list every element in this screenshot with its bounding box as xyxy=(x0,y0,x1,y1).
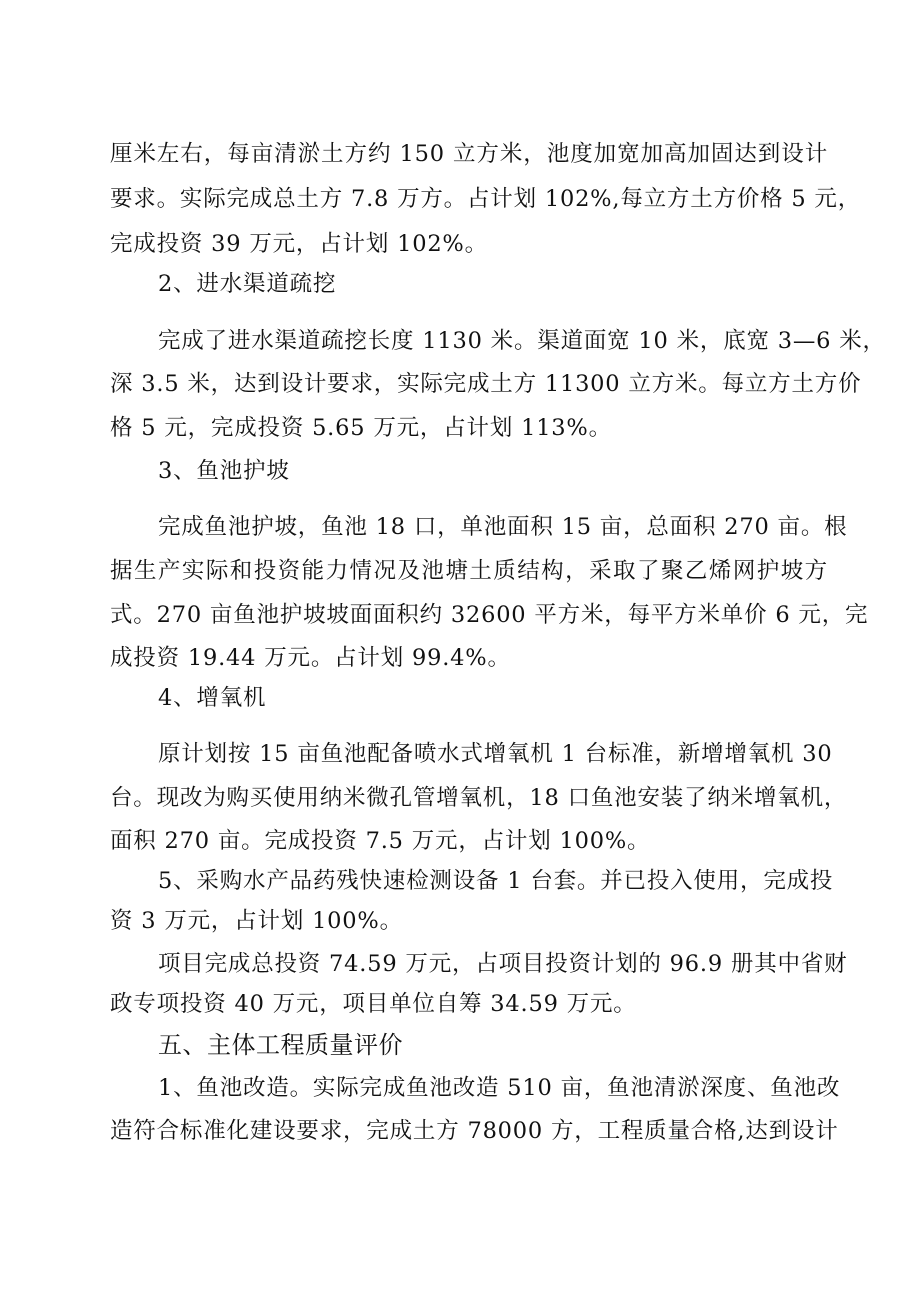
text-line-14: 原计划按 15 亩鱼池配备喷水式增氧机 1 台标准，新增增氧机 30 xyxy=(158,741,833,767)
text-line-16: 面积 270 亩。完成投资 7.5 万元，占计划 100%。 xyxy=(110,828,651,854)
text-line-5: 完成了进水渠道疏挖长度 1130 米。渠道面宽 10 米，底宽 3—6 米， xyxy=(158,328,886,354)
text-line-18: 资 3 万元，占计划 100%。 xyxy=(110,908,403,934)
text-line-17: 5、采购水产品药残快速检测设备 1 台套。并已投入使用，完成投 xyxy=(158,868,834,894)
text-line-15: 台。现改为购买使用纳米微孔管增氧机，18 口鱼池安装了纳米增氧机， xyxy=(110,785,848,811)
text-line-2: 要求。实际完成总土方 7.8 万方。占计划 102%,每立方土方价格 5 元， xyxy=(110,186,862,212)
section-heading-3: 3、鱼池护坡 xyxy=(158,458,290,484)
text-line-12: 成投资 19.44 万元。占计划 99.4%。 xyxy=(110,645,511,671)
text-line-23: 造符合标准化建设要求，完成土方 78000 方，工程质量合格,达到设计 xyxy=(110,1118,839,1144)
text-line-11: 式。270 亩鱼池护坡坡面面积约 32600 平方米，每平方米单价 6 元，完 xyxy=(110,602,869,628)
text-line-19: 项目完成总投资 74.59 万元，占项目投资计划的 96.9 册其中省财 xyxy=(158,951,848,977)
text-line-20: 政专项投资 40 万元，项目单位自筹 34.59 万元。 xyxy=(110,991,637,1017)
text-line-9: 完成鱼池护坡，鱼池 18 口，单池面积 15 亩，总面积 270 亩。根 xyxy=(158,514,848,540)
section-heading-4: 4、增氧机 xyxy=(158,685,267,711)
text-line-22: 1、鱼池改造。实际完成鱼池改造 510 亩，鱼池清淤深度、鱼池改 xyxy=(158,1075,841,1101)
section-heading-2: 2、进水渠道疏挖 xyxy=(158,271,337,297)
text-line-7: 格 5 元，完成投资 5.65 万元，占计划 113%。 xyxy=(110,415,612,441)
text-line-10: 据生产实际和投资能力情况及池塘土质结构，采取了聚乙烯网护坡方 xyxy=(110,558,828,584)
text-line-1: 厘米左右，每亩清淤土方约 150 立方米，池度加宽加高加固达到设计 xyxy=(110,141,828,167)
section-heading-5: 五、主体工程质量评价 xyxy=(158,1031,403,1059)
text-line-3: 完成投资 39 万元，占计划 102%。 xyxy=(110,231,488,257)
text-line-6: 深 3.5 米，达到设计要求，实际完成土方 11300 立方米。每立方土方价 xyxy=(110,371,862,397)
